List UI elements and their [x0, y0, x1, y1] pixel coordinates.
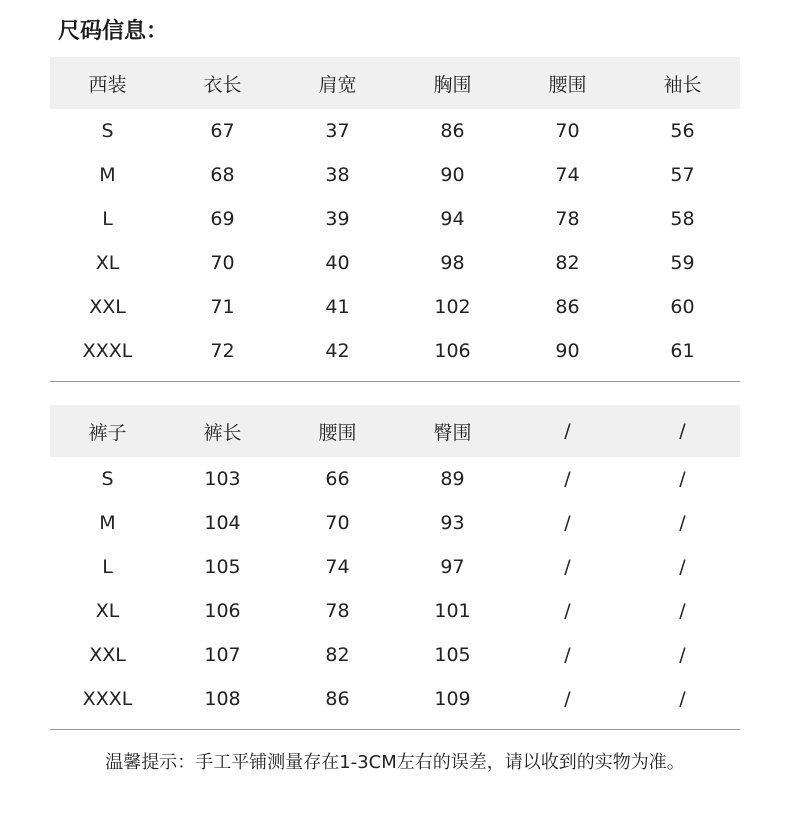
- table-cell: 71: [210, 296, 235, 318]
- table-cell: 102: [434, 296, 471, 318]
- table-row: [50, 329, 740, 373]
- table-cell: 105: [434, 644, 471, 666]
- table-cell: 93: [440, 512, 465, 534]
- table-cell: 78: [555, 208, 580, 230]
- page-title: 尺码信息：: [58, 19, 169, 44]
- table-cell: 37: [325, 120, 350, 142]
- table-cell: 82: [325, 644, 350, 666]
- table-cell: 67: [210, 120, 235, 142]
- table-cell: /: [564, 688, 571, 710]
- table-row: [50, 545, 740, 589]
- table-cell: 82: [555, 252, 580, 274]
- table-cell: 101: [434, 600, 471, 622]
- table-cell: 66: [325, 468, 350, 490]
- table-cell: 72: [210, 340, 235, 362]
- table-row: [50, 285, 740, 329]
- measurement-note: 温馨提示：手工平铺测量存在1-3CM左右的误差，请以收到的实物为准。: [105, 752, 685, 773]
- table-cell: XL: [95, 252, 120, 274]
- table-cell: 103: [204, 468, 241, 490]
- table-cell: M: [99, 512, 116, 534]
- table-cell: 70: [555, 120, 580, 142]
- table-cell: L: [102, 556, 113, 578]
- table-cell: 97: [440, 556, 465, 578]
- table-cell: 58: [670, 208, 695, 230]
- table-cell: 106: [434, 340, 471, 362]
- table-cell: 40: [325, 252, 350, 274]
- table-cell: 106: [204, 600, 241, 622]
- table-cell: M: [99, 164, 116, 186]
- table-cell: 108: [204, 688, 241, 710]
- table-cell: XL: [95, 600, 120, 622]
- pants-size-table: [50, 405, 740, 721]
- pants-header-empty-2: /: [679, 420, 686, 442]
- suit-header-chest: 胸围: [433, 73, 472, 96]
- table-cell: 61: [670, 340, 695, 362]
- table-row: [50, 241, 740, 285]
- table-cell: 105: [204, 556, 241, 578]
- table-row: [50, 197, 740, 241]
- pants-header-category: 裤子: [88, 421, 127, 444]
- table-cell: 86: [325, 688, 350, 710]
- table-cell: /: [679, 688, 686, 710]
- pants-table-header-row: [50, 405, 740, 457]
- table-cell: 41: [325, 296, 350, 318]
- table-cell: 78: [325, 600, 350, 622]
- table-row: [50, 589, 740, 633]
- suit-table-header-row: [50, 57, 740, 109]
- table-row: [50, 153, 740, 197]
- table-cell: XXL: [89, 644, 126, 666]
- table-cell: /: [564, 644, 571, 666]
- table-cell: 94: [440, 208, 465, 230]
- table-cell: 70: [210, 252, 235, 274]
- table-cell: XXL: [89, 296, 126, 318]
- table-cell: 39: [325, 208, 350, 230]
- table-cell: /: [679, 468, 686, 490]
- table-cell: 74: [555, 164, 580, 186]
- table-cell: 86: [440, 120, 465, 142]
- table-cell: /: [564, 600, 571, 622]
- table-cell: /: [679, 512, 686, 534]
- table-cell: S: [101, 120, 114, 142]
- table-cell: 56: [670, 120, 695, 142]
- table-cell: /: [679, 644, 686, 666]
- table-cell: L: [102, 208, 113, 230]
- table-cell: 38: [325, 164, 350, 186]
- table-cell: 70: [325, 512, 350, 534]
- table-cell: 68: [210, 164, 235, 186]
- table-divider: [50, 729, 740, 730]
- table-cell: 74: [325, 556, 350, 578]
- table-cell: 42: [325, 340, 350, 362]
- table-cell: 107: [204, 644, 241, 666]
- suit-size-table: [50, 57, 740, 373]
- table-cell: 104: [204, 512, 241, 534]
- table-row: [50, 109, 740, 153]
- table-cell: XXXL: [82, 340, 133, 362]
- suit-header-sleeve: 袖长: [663, 73, 702, 96]
- table-row: [50, 633, 740, 677]
- table-cell: 60: [670, 296, 695, 318]
- table-cell: /: [679, 556, 686, 578]
- table-cell: 109: [434, 688, 471, 710]
- table-cell: 89: [440, 468, 465, 490]
- table-cell: /: [564, 512, 571, 534]
- pants-header-hip: 臀围: [433, 421, 472, 444]
- table-row: [50, 501, 740, 545]
- table-cell: 90: [440, 164, 465, 186]
- table-cell: XXXL: [82, 688, 133, 710]
- table-cell: /: [564, 468, 571, 490]
- table-cell: S: [101, 468, 114, 490]
- pants-header-length: 裤长: [203, 421, 242, 444]
- suit-header-category: 西装: [88, 73, 127, 96]
- table-cell: 86: [555, 296, 580, 318]
- suit-header-shoulder: 肩宽: [318, 73, 357, 96]
- table-cell: 98: [440, 252, 465, 274]
- pants-header-empty-1: /: [564, 420, 571, 442]
- table-divider: [50, 381, 740, 382]
- table-cell: /: [564, 556, 571, 578]
- table-cell: 59: [670, 252, 695, 274]
- table-cell: 90: [555, 340, 580, 362]
- suit-header-length: 衣长: [203, 73, 242, 96]
- table-row: [50, 677, 740, 721]
- suit-header-waist: 腰围: [548, 73, 587, 96]
- table-row: [50, 457, 740, 501]
- table-cell: 69: [210, 208, 235, 230]
- pants-header-waist: 腰围: [318, 421, 357, 444]
- table-cell: 57: [670, 164, 695, 186]
- table-cell: /: [679, 600, 686, 622]
